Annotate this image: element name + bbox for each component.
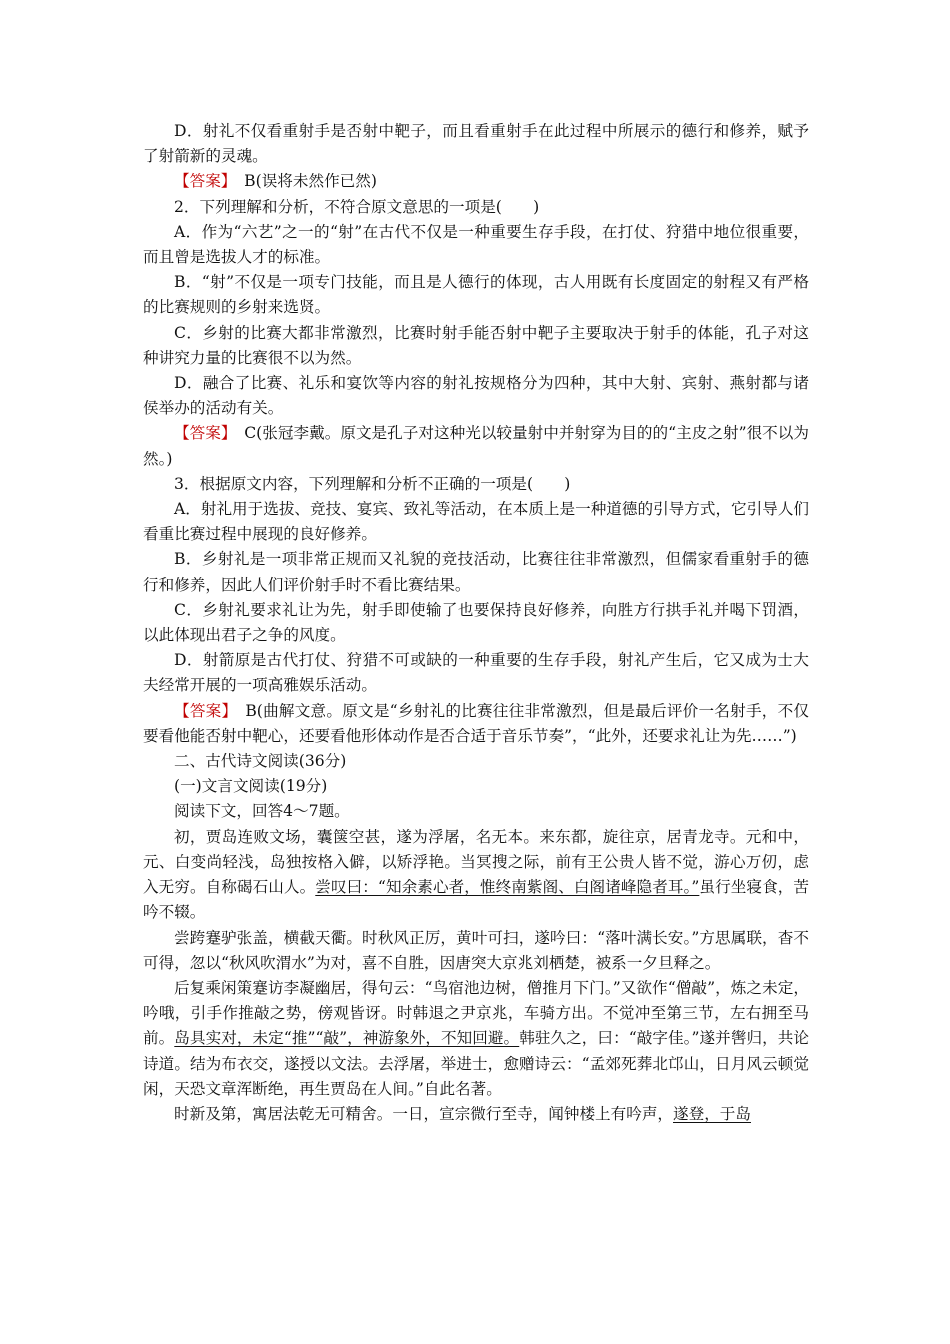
underlined-sentence: 尝叹曰：“知余素心者，惟终南紫阁、白阁诸峰隐者耳。” bbox=[315, 878, 700, 897]
text-run: D．射箭原是古代打仗、狩猎不可或缺的一种重要的生存手段，射礼产生后，它又成为士大夫经常开展的一项高雅娱乐活动。 bbox=[143, 651, 809, 695]
text-run: B(曲解文意。原文是“乡射礼的比赛往往非常激烈，但是最后评价一名射手，不仅要看他能否射中靶心，还要看他形体动作是否合适于音乐节奏”，“此外，还要求礼让为先……”) bbox=[143, 701, 810, 745]
paragraph bbox=[143, 648, 809, 698]
paragraph bbox=[143, 472, 809, 497]
paragraph bbox=[143, 220, 809, 270]
text-run: 3．根据原文内容，下列理解和分析不正确的一项是( ) bbox=[174, 474, 571, 493]
text-run: 二、古代诗文阅读(36分) bbox=[174, 752, 347, 771]
paragraph bbox=[143, 1102, 809, 1127]
paragraph bbox=[143, 270, 809, 320]
text-run: D．融合了比赛、礼乐和宴饮等内容的射礼按规格分为四种，其中大射、宾射、燕射都与诸侯举办的活动有关。 bbox=[143, 374, 809, 418]
paragraph bbox=[143, 799, 809, 824]
text-run: B．乡射礼是一项非常正规而又礼貌的竞技活动，比赛往往非常激烈，但儒家看重射手的德行和修养，因此人们评价射手时不看比赛结果。 bbox=[143, 550, 809, 594]
paragraph bbox=[143, 421, 809, 471]
underlined-sentence: 岛具实对，未定“推”“敲”，神游象外，不知回避。 bbox=[174, 1029, 520, 1048]
text-run: 韩驻久之，曰：“敲字佳。”遂并辔归，共论诗道。结为布衣交，遂授以文法。去浮屠，举进士，愈赠诗云：“孟郊死葬北邙山，日月风云顿觉闲，天恐文章浑断绝，再生贾岛在人间。”自此名著。 bbox=[143, 1029, 809, 1098]
text-run: 初，贾岛连败文场，囊箧空甚，遂为浮屠，名无本。来东都，旋往京，居青龙寺。元和中，元、白变尚轻浅，岛独按格入僻，以矫浮艳。当冥搜之际，前有王公贵人皆不觉，游心万仞，虑入无穷。自称碣石山人。 bbox=[143, 827, 809, 897]
paragraph bbox=[143, 119, 809, 169]
text-run: 后复乘闲策蹇访李凝幽居，得句云：“鸟宿池边树，僧推月下门。”又欲作“僧敲”，炼之未定，吟哦，引手作推敲之势，傍观皆讶。时韩退之尹京兆，车骑方出。不觉冲至第三节，左右拥至马前。 bbox=[143, 978, 809, 1048]
text-run: 2．下列理解和分析，不符合原文意思的一项是( ) bbox=[174, 197, 540, 216]
text-run: 虽行坐寝食，苦吟不辍。 bbox=[143, 878, 809, 922]
paragraph bbox=[143, 547, 809, 597]
answer-label: 【答案】 bbox=[174, 424, 229, 443]
paragraph bbox=[143, 825, 809, 926]
paragraph bbox=[143, 169, 809, 194]
text-run: A．作为“六艺”之一的“射”在古代不仅是一种重要生存手段，在打仗、狩猎中地位很重要，而且曾是选拔人才的标准。 bbox=[143, 222, 809, 267]
paragraph bbox=[143, 371, 809, 421]
paragraph bbox=[143, 321, 809, 371]
text-run: A．射礼用于选拔、竞技、宴宾、致礼等活动，在本质上是一种道德的引导方式，它引导人们看重比赛过程中展现的良好修养。 bbox=[143, 500, 810, 544]
text-run: 时新及第，寓居法乾无可精舍。一日，宣宗微行至寺，闻钟楼上有吟声， bbox=[174, 1104, 674, 1123]
paragraph bbox=[143, 749, 809, 774]
underlined-sentence: 遂登，于岛 bbox=[673, 1104, 751, 1123]
answer-label: 【答案】 bbox=[174, 701, 230, 720]
paragraph bbox=[143, 976, 809, 1102]
paragraph bbox=[143, 497, 809, 547]
text-run: D．射礼不仅看重射手是否射中靶子，而且看重射手在此过程中所展示的德行和修养，赋予了射箭新的灵魂。 bbox=[143, 122, 809, 166]
document-body bbox=[143, 119, 809, 1127]
paragraph bbox=[143, 699, 809, 749]
text-run: (一)文言文阅读(19分) bbox=[174, 777, 328, 796]
paragraph bbox=[143, 926, 809, 976]
text-run: C(张冠李戴。原文是孔子对这种光以较量射中并射穿为目的的“主皮之射”很不以为然。) bbox=[143, 424, 809, 468]
text-run: C．乡射的比赛大都非常激烈，比赛时射手能否射中靶子主要取决于射手的体能，孔子对这种讲究力量的比赛很不以为然。 bbox=[143, 323, 809, 367]
text-run: 阅读下文，回答4～7题。 bbox=[174, 802, 350, 821]
text-run: B(误将未然作已然) bbox=[228, 172, 377, 191]
text-run: C．乡射礼要求礼让为先，射手即使输了也要保持良好修养，向胜方行拱手礼并喝下罚酒，以此体现出君子之争的风度。 bbox=[143, 600, 809, 645]
paragraph bbox=[143, 774, 809, 799]
paragraph bbox=[143, 195, 809, 220]
text-run: 尝跨蹇驴张盖，横截天衢。时秋风正厉，黄叶可扫，遂吟曰：“落叶满长安。”方思属联，杳不可得，忽以“秋风吹渭水”为对，喜不自胜，因唐突大京兆刘栖楚，被系一夕旦释之。 bbox=[143, 928, 809, 972]
answer-label: 【答案】 bbox=[174, 172, 229, 191]
text-run: B．“射”不仅是一项专门技能，而且是人德行的体现，古人用既有长度固定的射程又有严格的比赛规则的乡射来选贤。 bbox=[143, 273, 809, 317]
paragraph bbox=[143, 598, 809, 648]
